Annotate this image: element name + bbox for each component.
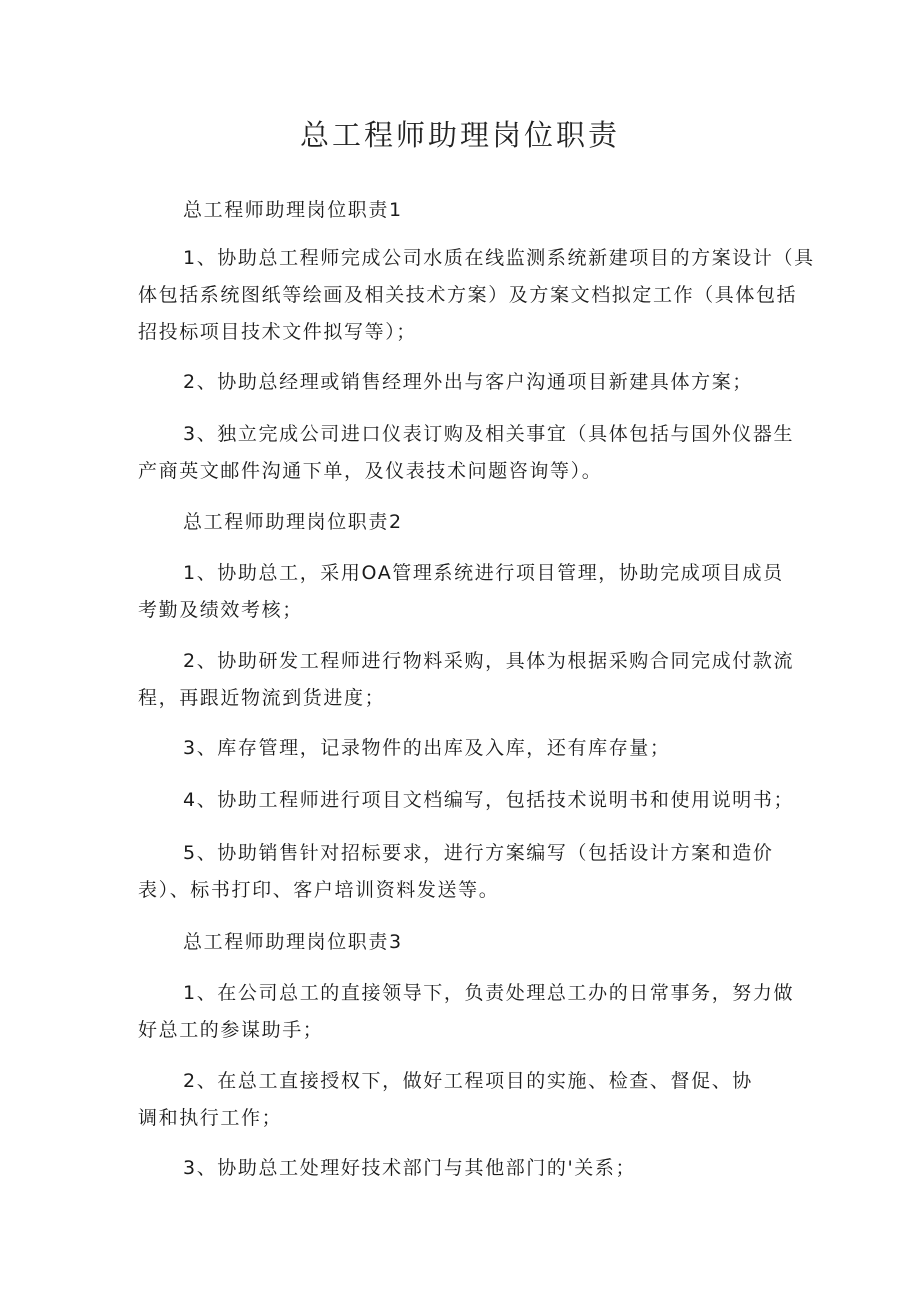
paragraph: [138, 1150, 786, 1187]
paragraph: [138, 782, 795, 819]
paragraph: [138, 835, 786, 909]
paragraph-line: 考勤及绩效考核；: [138, 599, 303, 621]
paragraph-line: 产商英文邮件沟通下单，及仪表技术问题咨询等）。: [138, 460, 603, 482]
paragraph-line: 3、协助总工处理好技术部门与其他部门的'关系；: [183, 1157, 637, 1179]
section-heading: 总工程师助理岗位职责3: [183, 931, 403, 953]
paragraph-line: 体包括系统图纸等绘画及相关技术方案）及方案文档拟定工作（具体包括: [138, 284, 798, 306]
paragraph: [138, 1063, 786, 1137]
paragraph-line: 2、在总工直接授权下，做好工程项目的实施、检查、督促、协: [183, 1070, 753, 1092]
paragraph: [138, 555, 786, 629]
section-heading: 总工程师助理岗位职责2: [183, 511, 403, 533]
paragraph-line: 1、协助总工程师完成公司水质在线监测系统新建项目的方案设计（具: [183, 247, 815, 269]
paragraph-line: 调和执行工作；: [138, 1107, 283, 1129]
paragraph: [138, 416, 795, 490]
paragraph-line: 好总工的参谋助手；: [138, 1019, 324, 1041]
paragraph-line: 程，再跟近物流到货进度；: [138, 687, 386, 709]
paragraph-line: 招投标项目技术文件拟写等）；: [138, 321, 417, 343]
paragraph: [138, 240, 815, 351]
paragraph-line: 3、库存管理，记录物件的出库及入库，还有库存量；: [183, 737, 671, 759]
paragraph-line: 5、协助销售针对招标要求，进行方案编写（包括设计方案和造价: [183, 842, 774, 864]
paragraph-line: 1、在公司总工的直接领导下，负责处理总工办的日常事务，努力做: [183, 982, 795, 1004]
paragraph: [138, 643, 795, 717]
paragraph-line: 2、协助总经理或销售经理外出与客户沟通项目新建具体方案；: [183, 371, 753, 393]
section-heading: 总工程师助理岗位职责1: [183, 199, 403, 221]
paragraph-line: 3、独立完成公司进口仪表订购及相关事宜（具体包括与国外仪器生: [183, 423, 795, 445]
paragraph-line: 表）、标书打印、客户培训资料发送等。: [138, 879, 500, 901]
paragraph: [138, 364, 786, 401]
paragraph-line: 4、协助工程师进行项目文档编写，包括技术说明书和使用说明书；: [183, 789, 795, 811]
paragraph-line: 1、协助总工，采用OA管理系统进行项目管理，协助完成项目成员: [183, 562, 784, 584]
paragraph: [138, 730, 786, 767]
page-title: 总工程师助理岗位职责: [299, 118, 620, 152]
paragraph: [138, 975, 795, 1049]
paragraph-line: 2、协助研发工程师进行物料采购，具体为根据采购合同完成付款流: [183, 650, 795, 672]
